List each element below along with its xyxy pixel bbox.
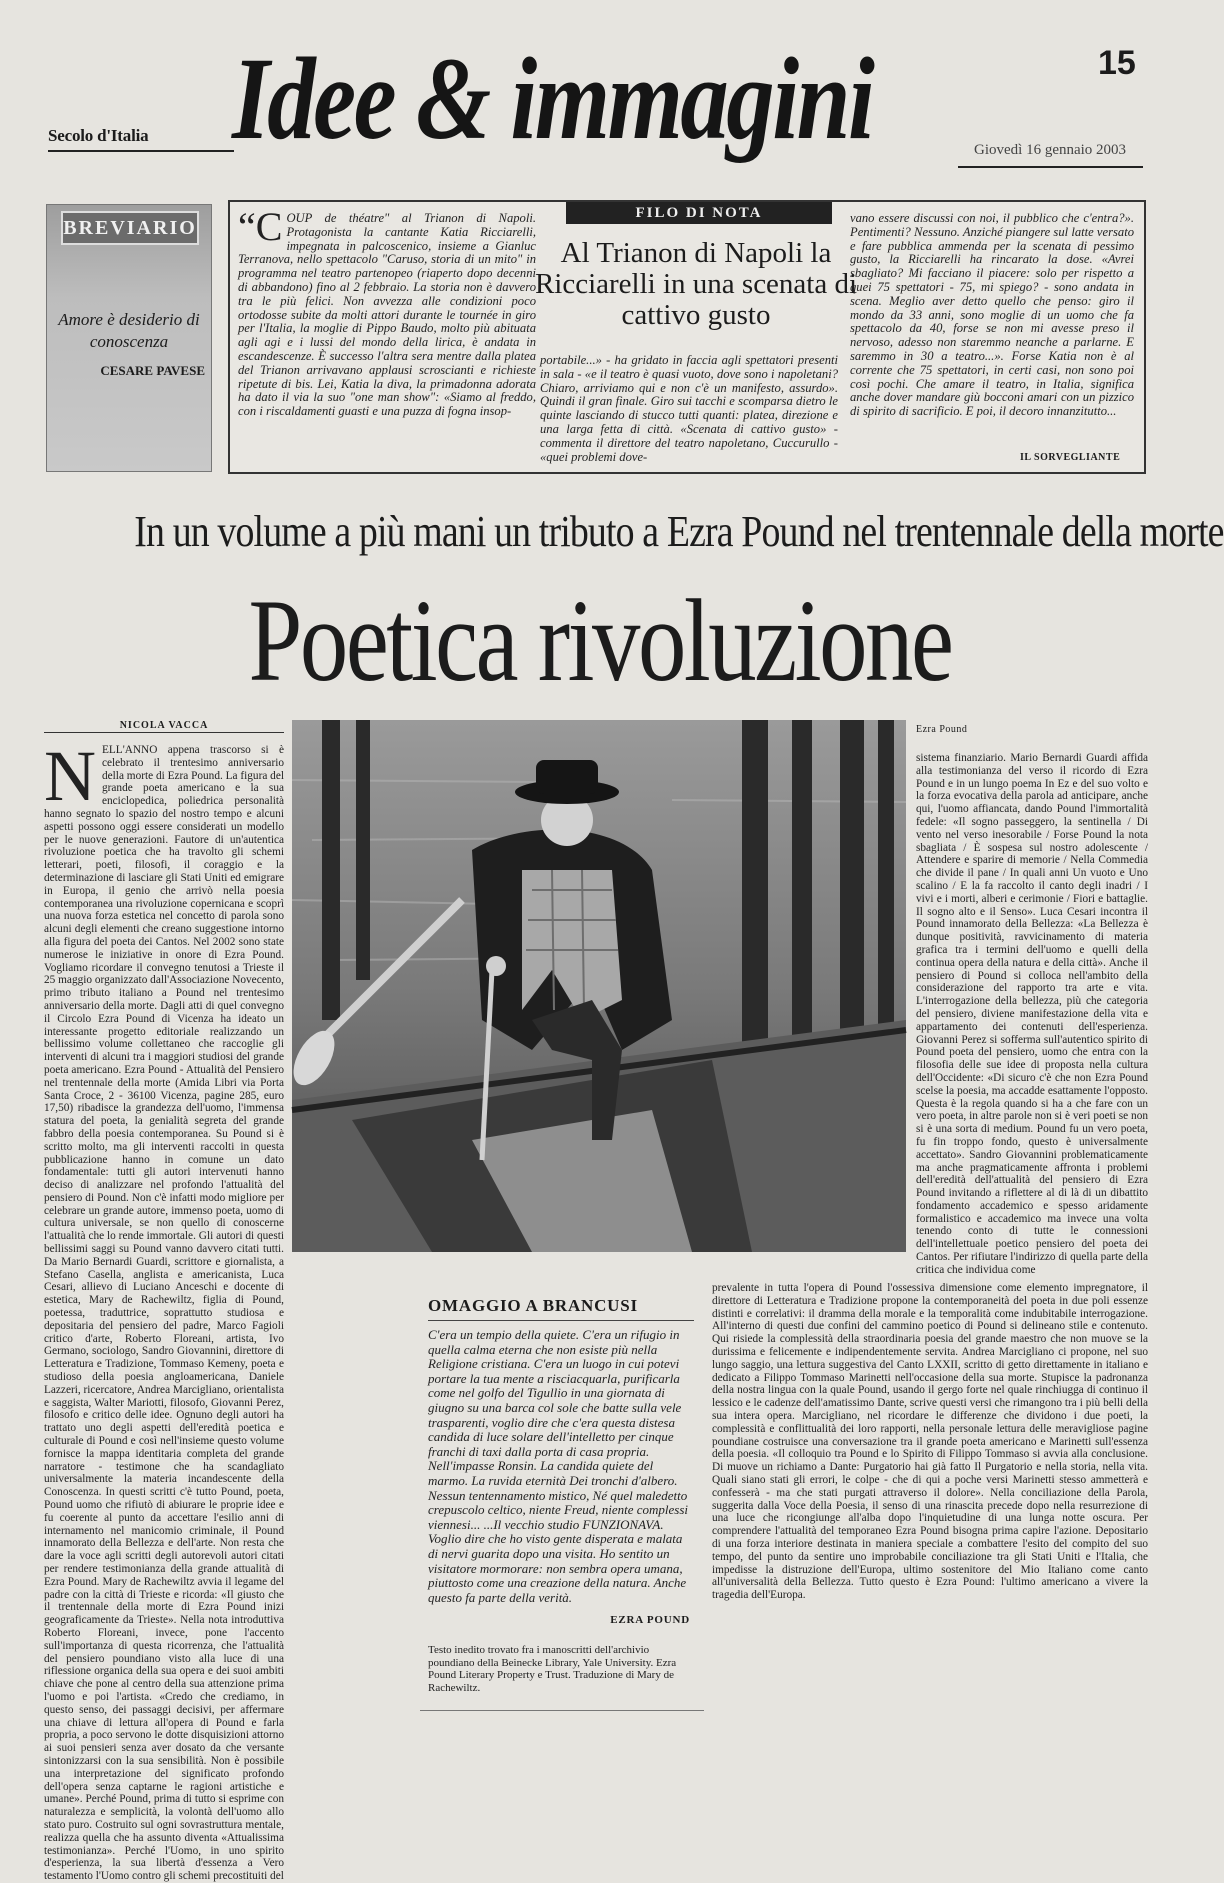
omaggio-title: OMAGGIO A BRANCUSI — [428, 1296, 638, 1315]
omaggio-bottom-rule — [420, 1710, 704, 1711]
breviario-box — [46, 204, 212, 472]
masthead-rule-left — [48, 150, 234, 152]
issue-date: Giovedì 16 gennaio 2003 — [974, 142, 1127, 158]
omaggio-author: EZRA POUND — [610, 1614, 690, 1626]
article-headline: Poetica rivoluzione — [248, 575, 952, 706]
omaggio-poem: C'era un tempio della quiete. C'era un rifugio in quella calma eterna che non esiste più nella Religione cristiana. C'era un luogo in cui potevi portare la tua mente a risciacquarla, purificarla come nel golfo del Tigullio in una giornata di giugno su una barca col sole che batte sulla vele trasparenti, voglio dire che c'era questa distesa candida di luce solare dell'intelletto per cinque franchi di taxi dalla porta di casa propria. Nell'impasse Ronsin. La candida quiete del marmo. La ruvida eternità Dei tronchi d'albero. Nessun tentennamento mistico, Né quel maledetto crepuscolo celtico, niente Freud, niente complessi viennesi... ...Il vecchio studio FUNZIONAVA. Voglio dire che ho visto gente disperata e malata di nervi guarita dopo una visita. Ho sentito un visitatore mormorare: non sembra opera umana, piuttosto come una creazione della natura. Anche questo fa parte della verità. — [428, 1327, 689, 1605]
photo-illustration — [292, 720, 906, 1252]
open-quote-glyph: “C — [238, 204, 283, 249]
filo-di-nota-kicker: FILO DI NOTA — [566, 202, 832, 224]
article-kicker: In un volume a più mani un tributo a Ezra Pound nel trentennale della morte — [134, 507, 1224, 556]
section-title: Idee & immagini — [232, 33, 873, 164]
filo-di-nota-col3: vano essere discussi con noi, il pubblico che c'entra?». Pentimenti? Nessuno. Anziché piangere sul latte versato e fare pubblica ammenda per la scenata di pessimo gusto, la Ricciarelli ha rincarato la dose. «Avrei sbagliato? Mi facciano il piacere: solo per rispetto a quei 75 spettatori - 75, mi spiego? - sono andata in scena. Meglio aver detto quello che penso: giro il mondo da 33 anni, sono moglie di un uomo che fa spettacolo da 40, forse se non mi avesse preso il nervoso, adesso non staremmo neanche a parlarne. E saremmo in 30 a teatro...». Forse Katia non è al corrente che 75 spettatori, in certi casi, non sono poi così pochi. Che amare il teatro, in Italia, significa anche dover mandare giù bocconi amari con un pizzico di spirito di sacrificio. E poi, il decoro innanzitutto... — [850, 211, 1134, 419]
omaggio-rule — [428, 1320, 694, 1321]
filo-di-nota-col2: portabile...» - ha gridato in faccia agli spettatori presenti in sala - «e il teatro è quasi vuoto, dove sono i napoletani? Chiaro, arriviamo qui e non c'è un manifesto, assurdo». Quindi il gran finale. Giro sui tacchi e scomparsa dietro le quinte lasciando di stucco tutti quanti: platea, direzione e una larga fetta di città. «Scenata di cattivo gusto» - commenta il direttore del teatro napoletano, Cuccurullo - «quei problemi dove- — [540, 353, 838, 464]
breviario-author: CESARE PAVESE — [100, 363, 205, 378]
article-byline: NICOLA VACCA — [119, 720, 209, 731]
breviario-quote: Amore è desiderio di conoscenza — [58, 310, 200, 351]
filo-di-nota-col1-text: OUP de théatre" al Trianon di Napoli. Protagonista la cantante Katia Ricciarelli, impegnata in palcoscenico, insieme a Gianluc Terranova, nello spettacolo "Caruso, storia di un mito" in programma nel teatro partenopeo (riaperto dopo decenni di abbandono) fino al 2 febbraio. La storia non è davvero tra le più felici. Non avvezza alle condizioni poco ortodosse subite da molti attori durante le tournée in giro per l'Italia, la moglie di Pippo Baudo, molto più abituata agli agi e i lussi del mondo della lirica, è andata in escandescenze. È successo l'altra sera mentre dalla platea del Trianon arrivavano applausi scroscianti e richieste ripetute di bis. Lei, Katia la diva, la primadonna adorata ha dato il via la suo "one man show": «Siamo al freddo, con i riscaldamenti guasti e una puzza di fogna insop- — [238, 211, 536, 419]
article-column-1 — [44, 736, 284, 1883]
article-column-1-text: ELL'ANNO appena trascorso si è celebrato il trentesimo anniversario della morte di Ezra Pound. La figura del grande poeta americano e la sua enciclopedica, poliedrica personalità hanno segnato lo spazio del nostro tempo e alcuni aspetti possono oggi essere considerati un modello per le nuove generazioni. Fautore di un'autentica rivoluzione poetica che ha travolto gli schemi letterari, poeti, filosofi, il coraggio e la determinazione di lasciare gli Stati Uniti ed emigrare in Europa, il genio che arrivò nella poesia contemporanea una rivoluzione copernicana e scoprì una nuova forza estetica nel concetto di parola sono alcuni degli elementi che creano suggestione intorno alla figura del poeta dei Cantos. Nel 2002 sono state numerose le iniziative in onore di Ezra Pound. Vogliamo ricordare il convegno tenutosi a Trieste il 25 maggio organizzato dall'Associazione Novecento, primo tributo italiano a Pound nel trentesimo anniversario della morte. Dagli atti di quel convegno il Circolo Ezra Pound di Vicenza ha ideato un interessante progetto editoriale realizzando un bellissimo volume collettaneo che raccoglie gli interventi di alcuni tra i maggiori studiosi del grande poeta americano. Ezra Pound - Attualità del Pensiero nel trentennale della morte (Amida Libri via Porta Santa Croce, 2 - 36100 Vicenza, pagine 285, euro 17,50) ribadisce la grandezza dell'uomo, l'immensa statura del poeta, la genialità segreta del grande fabbro della poesia contemporanea. Su Pound si è scritto molto, ma gli interventi raccolti in questa pubblicazione hanno in comune un dato fondamentale: tutti gli autori intervenuti hanno deciso di analizzare nel profondo l'attualità del pensiero di Pound. Non c'è infatti modo migliore per celebrare un grande autore, immenso poeta, uomo di cultura universale, se non quello di conoscerne l'attualità che lo rende immortale. Gli autori di questi bellissimi saggi su Pound vanno davvero citati tutti. Da Mario Bernardi Guardi, scrittore e giornalista, a Stefano Casella, anglista e americanista, Luca Cesari, allievo di Luciano Anceschi e docente di estetica, Mary de Rachewiltz, figlia di Pound, poetessa, traduttrice, soprattutto studiosa e depositaria del pensiero del padre, Marco Fagioli critico d'arte, Roberto Floreani, artista, Ivo Germano, sociologo, Sandro Giovannini, direttore di Letteratura e Tradizione, Tommaso Kemeny, poeta e studioso della poesia angloamericana, Daniele Lazzeri, ricercatore, Andrea Marcigliano, orientalista e saggista, Walter Mariotti, filosofo, Giovanni Perez, filosofo e critico delle idee. Ognuno degli autori ha trattato uno degli aspetti dell'eredità poetica e culturale di Pound e così nell'insieme questo volume fornisce la mappa identitaria completa del grande narratore - testimone che ha scandagliato universalmente la materia incandescente della Conoscenza. In questi scritti c'è tutto Pound, poeta, Pound uomo che rifiutò di abiurare le proprie idee e fu coerente al punto da accettare l'esilio anni di internamento nel manicomio criminale, il Pound innamorato della Bellezza e dell'arte. Non resta che dare la voce agli scritti degli autorevoli autori citati per rendere testimonianza della grande attualità di Ezra Pound. Mary de Rachewiltz avvia il legame del padre con la città di Trieste e ricorda: «Il giusto che il trentennale della morte di Ezra Pound inizi geograficamente da Trieste». Nella nota introduttiva Roberto Floreani, invece, pone l'accento sull'importanza di questa ricorrenza, che l'attualità del pensiero poundiano visto alla luce di una riflessione organica della sua opera e dei suoi ambiti chiave che pone al centro della sua attenzione prima l'uomo e poi l'artista. «Credo che crediamo, in questo senso, dei passaggi decisivi, per affermare una chiave di lettura all'opera di Pound e farla propria, a poco servono le dotte disquisizioni attorno ai suoi pensieri senza aver dosato da che versante sintonizzarsi con la sua sensibilità. Non è possibile una interpretazione del significato profondo dell'opera senza captarne le ragioni artistiche e umane». Perché Pound, prima di tutto si esprime con naturalezza e semplicità, la volontà dell'uomo allo stato puro. Costruito sul ogni sovrastruttura mentale, realizza quella che ha assunto diventa «Attualissima testimonianza». Perché l'Uomo, in uno spirito d'esperienza, la sua libertà d'essenza a Vero testamento l'Uomo contro gli schemi precostituiti del — [44, 744, 284, 1883]
newspaper-name: Secolo d'Italia — [48, 126, 149, 145]
omaggio-note: Testo inedito trovato fra i manoscritti dell'archivio poundiano della Beinecke Library, Yale University. Ezra Pound Literary Property e Trust. Traduzione di Mary de Rachewiltz. — [428, 1644, 677, 1694]
filo-di-nota-headline: Al Trianon di Napoli la Ricciarelli in una scenata di cattivo gusto — [534, 237, 858, 331]
masthead-rule-right — [958, 166, 1143, 168]
byline-rule — [44, 732, 284, 733]
breviario-label: BREVIARIO — [61, 211, 199, 245]
article-column-2-top: sistema finanziario. Mario Bernardi Guardi affida alla testimonianza del verso il ricordo di Ezra Pound e in un lungo poema In Ez e del suo volto e la forza evocativa della parola ad anticipare, anche qui, l'uomo affiancata, dando Pound l'immortalità fedele: «Il sogno passeggero, la sentinella / Di vento nel verso inesorabile / Forse Pound la nota sbagliata / È sospesa sul nostro adolescente / Attendere e sparire di memorie / Nella Commedia che divide il pane / In quali anni Un vuoto e Uno scalino / E la fa raccolto il canto degli inadri / I vivi e i morti, alberi e cerimonie / Fiori e battaglie. Il sogno alto e il Senso». Luca Cesari incontra il Pound innamorato della Bellezza: «La Bellezza è dunque positività, ravvicinamento di materia grafica tra i termini dell'uomo e quelli della continua opera della natura e della città». Anche il pensiero di Pound si colloca nell'ambito della considerazione del rapporto tra arte e vita. L'interrogazione della bellezza, più che categoria del pensiero, diviene manifestazione della vita e appartamento dei contenuti dell'esperienza. Giovanni Perez si sofferma sull'autentico spirito di Pound poeta del pensiero, uomo che entra con la filosofia delle sue idee di proposta nella cultura dell'Occidente: «Di sicuro c'è che non Ezra Pound scelse la poesia, ma accadde esattamente l'opposto. Questa è la regola quando si ha a che fare con un vero poeta, in altre parole non si è veri poeti se non si è una sorta di medium. Pound fu un vero poeta, fu fin troppo fondo, questo è universalmente accettato». Sandro Giovannini problematicamente ma anche pragmaticamente affronta i problemi dell'eredità dell'attualità del pensiero di Ezra Pound invitando a riflettere al di là di un dibattito fondamento accademico e spesso aridamente formalistico e accademico ma invece una volta tenendo conto di tutte le connessioni dell'intellettuale poetico pensiero del poeta dei Cantos. Per rifiutare l'indirizzo di quella parte della critica che individua come — [916, 752, 1148, 1276]
ezra-pound-photo — [292, 720, 906, 1252]
filo-di-nota-col1 — [238, 204, 536, 456]
article-dropcap: N — [44, 736, 96, 816]
article-column-2-bottom: prevalente in tutta l'opera di Pound l'ossessiva dimensione come elemento impregnatore, il direttore di Letteratura e Tradizione propone la contemporaneità del poeta in due poli essenze distinti e correlativi: il dramma della morale e la temporalità come indubitabile interrogazione. All'interno di questi due confini del cammino poetico di Pound si delineano stile e contenuto. Qui risiede la complessità della straordinaria poesia del grande maestro che non muove se la durissima e felicemente e indipendentemente servita. Andrea Marcigliano ci propone, nel suo lungo saggio, una lettura suggestiva del Canto LXXII, scritto di getto direttamente in italiano e dedicato a Filippo Tommaso Marinetti nell'occasione della sua morte. Stupisce la padronanza della nostra lingua con la quale Pound, usando il gergo forte nel quale rinchiugga di continuo il lessico e le cadenze dell'amatissimo Dante, scrive questi versi che rimangono tra i più belli della sua intera opera. Marcigliano, nel ricordare le differenze che dividono i due poeti, la complessità e conflittualità dei loro rapporti, nella personale lettura delle meravigliose pagine poundiane costruisce una conversazione tra il grande poeta americano e Marinetti sull'essenza della poesia. «Il colloquio tra Pound e lo Spirito di Filippo Tommaso si avvia alla conclusione. Di muove un richiamo a Dante: Purgatorio hai già fatto Il Purgatorio e nella storia, nella vita. Quali siano stati gli errori, le colpe - che di qui a poche versi Marinetti stesso ammetterà e confesserà - ma che stati purgati attraverso il dolore». Nella conciliazione della Parola, suggerita dalla Voce della Poesia, il senso di una rinascita precede dopo nella resurrezione di una luce che ricongiunge all'alba dopo l'inquietudine di una lunga notte oscura. Per comprendere l'attualità del temporaneo Ezra Pound bisogna prima capire l'azione. Depositario di una forza interiore destinata in maniera speciale a combattere l'esito del compito del suo tempo, del punto da sentire uno improbabile conciliazione tra gli Stati Uniti e l'Italia, che impedisse la distruzione dell'Europa, ultimo sostenitore del Mio Italiano come canto all'universalità della Bellezza. Tutto questo è Ezra Pound: l'ultimo americano a vivere la tragedia dell'Europa. — [712, 1282, 1148, 1602]
photo-caption: Ezra Pound — [916, 724, 968, 735]
filo-di-nota-signature: IL SORVEGLIANTE — [1020, 452, 1121, 463]
page-number: 15 — [1098, 44, 1136, 82]
